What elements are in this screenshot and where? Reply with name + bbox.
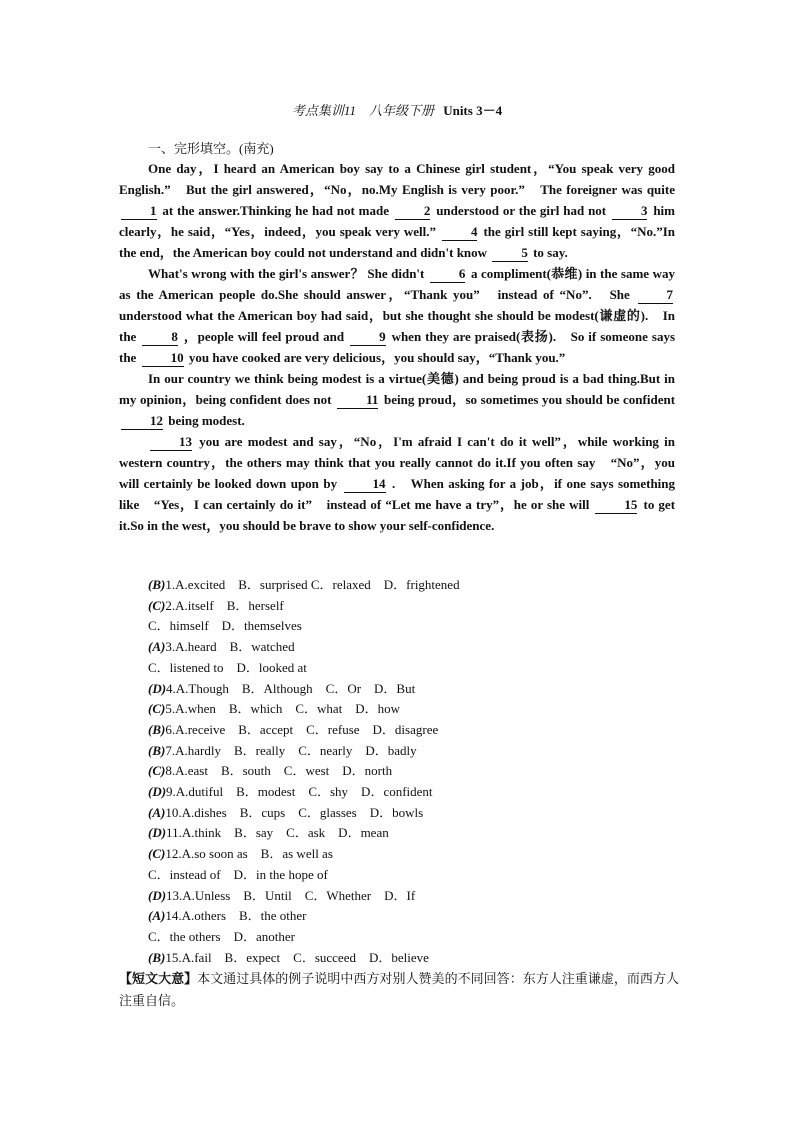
option-text: 2.A.itself B．herself bbox=[165, 597, 284, 613]
passage-text: being modest. bbox=[168, 413, 245, 428]
option-text: 13.A.Unless B．Until C．Whether D．If bbox=[166, 887, 416, 903]
answer-key: (D) bbox=[148, 784, 167, 800]
passage-text: One day，I heard an American boy say to a Chinese girl student，“You speak very good English.” But the girl answered，“No，no.My English is very poor.” The foreigner was quite bbox=[119, 161, 675, 197]
answer-key: (C) bbox=[148, 701, 166, 717]
option-text: 7.A.hardly B．really C．nearly D．badly bbox=[165, 742, 417, 758]
page-title bbox=[0, 100, 794, 119]
blank-9: 9 bbox=[350, 329, 386, 346]
summary-tag: 【短文大意】 bbox=[119, 971, 198, 986]
option-text: 11.A.think B．say C．ask D．mean bbox=[166, 825, 389, 841]
answer-key: (D) bbox=[148, 680, 167, 696]
option-text: 9.A.dutiful B．modest C．shy D．confident bbox=[166, 784, 433, 800]
option-line bbox=[148, 886, 460, 907]
option-line bbox=[148, 865, 460, 886]
answer-key: (C) bbox=[148, 763, 166, 779]
passage-summary bbox=[119, 968, 679, 1012]
passage-text: understood or the girl had not bbox=[436, 203, 607, 218]
option-text: 6.A.receive B．accept C．refuse D．disagree bbox=[165, 721, 439, 737]
answer-options bbox=[148, 575, 460, 968]
answer-key: (D) bbox=[148, 825, 167, 841]
passage-text: . When asking for a job，if one says something like “Yes，I can certainly do it” instead of “Let me have a try”，he or she will bbox=[119, 476, 676, 512]
passage-paragraph-4 bbox=[119, 431, 675, 536]
passage-text: to get it.So in the west，you should be brave to show your self-confidence. bbox=[119, 497, 676, 533]
blank-4: 4 bbox=[442, 224, 478, 241]
answer-key: (D) bbox=[148, 887, 167, 903]
passage-text: In our country we think being modest is a virtue(美德) and being proud is a bad thing.But in my opinion，being confident does not bbox=[119, 371, 675, 407]
option-line bbox=[148, 906, 460, 927]
passage-text: you have cooked are very delicious，you should say，“Thank you.” bbox=[188, 350, 566, 365]
answer-key: (B) bbox=[148, 721, 166, 737]
answer-key: (C) bbox=[148, 846, 166, 862]
answer-key: (B) bbox=[148, 742, 166, 758]
answer-key: (B) bbox=[148, 949, 166, 965]
blank-12: 12 bbox=[121, 413, 163, 430]
option-line bbox=[148, 741, 460, 762]
option-text: 3.A.heard B．watched bbox=[165, 639, 295, 655]
passage-text: What's wrong with the girl's answer？ She didn't bbox=[148, 266, 425, 281]
passage-paragraph-3 bbox=[119, 368, 675, 431]
title-units: Units 3－4 bbox=[443, 103, 503, 118]
option-text: 12.A.so soon as B．as well as bbox=[165, 846, 333, 862]
option-line bbox=[148, 927, 460, 948]
passage-paragraph-1 bbox=[119, 158, 675, 263]
blank-15: 15 bbox=[595, 497, 637, 514]
option-line bbox=[148, 782, 460, 803]
option-line bbox=[148, 844, 460, 865]
option-text: 1.A.excited B．surprised C．relaxed D．frightened bbox=[165, 577, 460, 592]
title-chinese: 考点集训11 八年级下册 bbox=[291, 103, 434, 118]
option-text: 8.A.east B．south C．west D．north bbox=[165, 763, 393, 779]
option-line bbox=[148, 575, 460, 596]
passage-text: being proud，so sometimes you should be confident bbox=[384, 392, 676, 407]
passage-text: at the answer.Thinking he had not made bbox=[162, 203, 389, 218]
option-line bbox=[148, 948, 460, 969]
option-text: C．himself D．themselves bbox=[148, 618, 302, 634]
blank-7: 7 bbox=[638, 287, 674, 304]
blank-2: 2 bbox=[395, 203, 431, 220]
option-line bbox=[148, 699, 460, 720]
blank-8: 8 bbox=[142, 329, 178, 346]
section-heading: 一、完形填空。(南充) bbox=[148, 141, 274, 156]
option-line bbox=[148, 761, 460, 782]
blank-5: 5 bbox=[492, 245, 528, 262]
answer-key: (B) bbox=[148, 577, 166, 592]
passage-text: you are modest and say，“No，I'm afraid I can't do it well”，while working in western country，the others may think that you really cannot do it.If you often say “No”，you will certainly be looked down upon by bbox=[119, 434, 675, 491]
answer-key: (A) bbox=[148, 639, 166, 655]
cloze-passage bbox=[119, 158, 675, 536]
blank-3: 3 bbox=[612, 203, 648, 220]
option-text: C．the others D．another bbox=[148, 928, 295, 944]
answer-key: (A) bbox=[148, 908, 166, 924]
passage-text: him clearly，he said，“Yes，indeed，you speak very well.” bbox=[119, 203, 675, 239]
option-text: 4.A.Though B．Although C．Or D．But bbox=[166, 680, 416, 696]
option-text: 15.A.fail B．expect C．succeed D．believe bbox=[165, 949, 429, 965]
passage-text: to say. bbox=[533, 245, 568, 260]
option-text: 5.A.when B．which C．what D．how bbox=[165, 701, 401, 717]
option-line bbox=[148, 658, 460, 679]
option-line bbox=[148, 803, 460, 824]
option-line bbox=[148, 616, 460, 637]
answer-key: (C) bbox=[148, 597, 166, 613]
passage-text: a compliment(恭维) in the same way as the American people do.She should answer，“Thank you” instead of “No”. She bbox=[119, 266, 675, 302]
option-text: C．listened to D．looked at bbox=[148, 659, 307, 675]
blank-14: 14 bbox=[344, 476, 386, 493]
option-line bbox=[148, 679, 460, 700]
option-line bbox=[148, 720, 460, 741]
blank-1: 1 bbox=[121, 203, 157, 220]
blank-10: 10 bbox=[142, 350, 184, 367]
option-text: C．instead of D．in the hope of bbox=[148, 866, 328, 882]
option-line bbox=[148, 637, 460, 658]
passage-text: the girl still kept saying，“No.”In the end，the American boy could not understand and didn't know bbox=[119, 224, 676, 260]
blank-6: 6 bbox=[430, 266, 466, 283]
summary-text: 本文通过具体的例子说明中西方对别人赞美的不同回答：东方人注重谦虚，而西方人注重自信。 bbox=[119, 971, 679, 1008]
answer-key: (A) bbox=[148, 804, 166, 820]
passage-paragraph-2 bbox=[119, 263, 675, 368]
option-line bbox=[148, 596, 460, 617]
passage-text: ，people will feel proud and bbox=[183, 329, 345, 344]
option-text: 14.A.others B．the other bbox=[165, 908, 307, 924]
passage-text: understood what the American boy had said，but she thought she should be modest(谦虚的). In the bbox=[119, 308, 675, 344]
option-line bbox=[148, 823, 460, 844]
blank-13: 13 bbox=[150, 434, 192, 451]
blank-11: 11 bbox=[337, 392, 378, 409]
option-text: 10.A.dishes B．cups C．glasses D．bowls bbox=[165, 804, 424, 820]
passage-text: when they are praised(表扬). So if someone says the bbox=[119, 329, 676, 365]
